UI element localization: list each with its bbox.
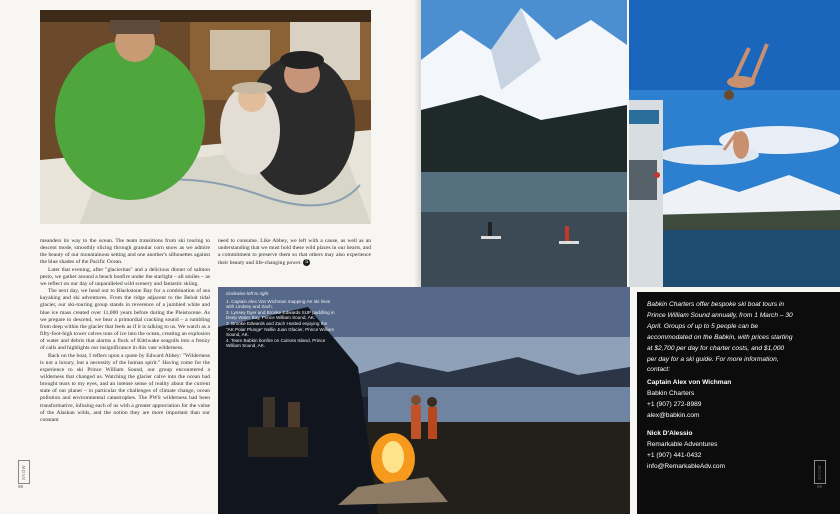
section-tab-left: SNOW	[18, 460, 30, 484]
end-mark-icon: S	[304, 259, 309, 266]
photo-map-planning	[40, 10, 371, 224]
contact-block	[647, 378, 731, 422]
caption-heading: clockwise left to right	[226, 291, 269, 296]
caption-item: 4. Team Babkin bonfire on Culross Island, Prince William Sound, AK.	[226, 337, 326, 349]
contact-email[interactable]: info@RemarkableAdv.com	[647, 462, 726, 470]
contact-phone[interactable]: +1 (907) 441-0432	[647, 451, 702, 459]
contact-org: Babkin Charters	[647, 389, 695, 397]
article-paragraph: Later that evening, after "glacieritas" and a delicious dinner of salmon pesto, we gather around a beach bonfire under the starlight – all smiles – as we reflect on our day of unparalleled wild scenery and fantastic skiing.	[40, 266, 210, 287]
section-tab-right: SNOW	[814, 460, 826, 484]
contact-email[interactable]: alex@babkin.com	[647, 411, 700, 419]
caption-item: 1. Captain Alex Von Wichman mapping AK ski lines with Lindsey and Zach.	[226, 298, 331, 310]
contact-name: Captain Alex von Wichman	[647, 379, 732, 386]
article-paragraph: meanders its way to the ocean. The team transitions from ski touring to descent mode, smoothly slicing through granular corn snow as we admire the beauty of our mountainous setting and one another's silhouettes against the blue shades of the Pacific Ocean.	[40, 238, 210, 266]
article-column-1	[40, 238, 210, 424]
page-number-left: 98	[18, 484, 24, 489]
contact-phone[interactable]: +1 (907) 272-8989	[647, 400, 702, 408]
article-paragraph: The next day, we head out to Blackstone Bay for a combination of sea kayaking and ski adventures. From the ridge adjacent to the Beloit tidal glacier, our ski-touring group stands in reverence of a jumbled white and blue ice mass created over 11,000 years before during the Pleistocene. As we prepare to descend, we hear a primordial cracking sound – a rumbling from deep within the glacier that feels as if it is talking to us. We watch as a fifty-foot-high tower calves tons of ice into the ocean, creating an explosion of water and debris that alarms a flock of Kittiwake seagulls into a frenzy of calls and highlights our insignificance in this vast wilderness.	[40, 288, 210, 352]
article-paragraph: Back on the boat, I reflect upon a quote by Edward Abbey: "Wilderness is not a luxury, but a necessity of the human spirit." Having come for the experience to ski Prince William Sound, our group encountered a wilderness that changed us. Watching the glacier calve into the ocean had brought tears to my eyes, and an intense sense of reality about the current state of our planet – in particular the challenges of climate change, ocean pollution and environmental catastrophes. The PWS wilderness had been transformative, infusing each of us with a greater appreciation for the value of the Alaskan wilds, and the notion they are more important than our constant	[40, 352, 210, 423]
photo-caption	[226, 291, 336, 349]
page-number-right: 99	[817, 484, 823, 489]
caption-item: 3. Brooke Edwards and Zach Husted enjoying the "AK Polar Plunge" Nellie Juan Glacier, Prince William Sound, AK.	[226, 320, 335, 338]
article-closing-text: need to consume. Like Abbey, we left with a cause, as well as an understanding that we must hold these wild places in our hearts, and a commitment to preserve them so that others may also experience their beauty and life-changing power.	[218, 238, 371, 267]
caption-item: 2. Lynsey Dyer and Brooke Edwards SUP paddling in Deep Water Bay, Prince William Sound, AK.	[226, 309, 335, 321]
contact-name: Nick D'Alessio	[647, 430, 693, 437]
article-column-2	[218, 238, 371, 267]
article-paragraph	[218, 238, 371, 267]
charter-info-intro: Babkin Charters offer bespoke ski boat tours in Prince William Sound annually, from 1 March – 30 April. Groups of up to 5 people can be accommodated on the Babkin, with prices starting at $2,700 per day for charter costs, and $1,000 per day for a ski guide. For more information, contact:	[647, 301, 793, 374]
photo-sup-paddling	[421, 0, 627, 287]
charter-info-box	[637, 292, 840, 514]
contact-block	[647, 429, 725, 473]
contact-org: Remarkable Adventures	[647, 440, 718, 448]
photo-polar-plunge	[629, 0, 840, 287]
